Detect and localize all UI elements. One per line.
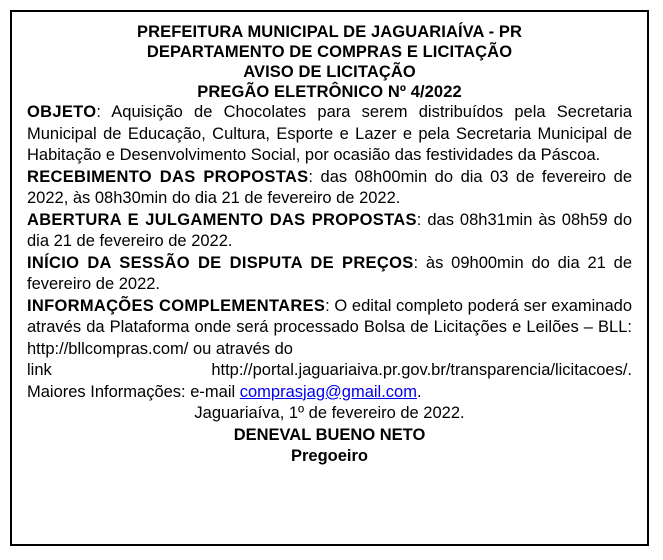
abertura-paragraph <box>27 210 632 253</box>
transparency-url: http://portal.jaguariaiva.pr.gov.br/transparencia/licitacoes/. <box>211 361 632 379</box>
municipality-title: PREFEITURA MUNICIPAL DE JAGUARIAÍVA - PR <box>136 23 523 41</box>
recebimento-text: : das 08h00min do dia 03 de fevereiro de 2022, às 08h30min do dia 21 de fevereiro de 2022. <box>27 167 632 207</box>
signer-name: DENEVAL BUENO NETO <box>233 425 426 444</box>
auction-number: PREGÃO ELETRÔNICO Nº 4/2022 <box>197 83 462 101</box>
recebimento-label: RECEBIMENTO DAS PROPOSTAS <box>27 167 309 186</box>
abertura-text: : das 08h31min às 08h59 do dia 21 de fevereiro de 2022. <box>27 210 632 250</box>
contact-suffix: . <box>416 382 422 401</box>
inicio-text: : às 09h00min do dia 21 de fevereiro de 2022. <box>27 253 632 293</box>
link-word: link <box>27 361 52 379</box>
abertura-label: ABERTURA E JULGAMENTO DAS PROPOSTAS <box>27 210 417 229</box>
objeto-paragraph <box>27 102 632 167</box>
objeto-text: : Aquisição de Chocolates para serem distribuídos pela Secretaria Municipal de Educação, Cultura, Esporte e Lazer e pela Secretaria Municipal de Habitação e Desenvolvimento Social, por ocasião das festividades da Páscoa. <box>27 103 632 164</box>
inicio-label: INÍCIO DA SESSÃO DE DISPUTA DE PREÇOS <box>27 253 414 272</box>
notice-header <box>27 22 632 102</box>
objeto-label: OBJETO <box>27 103 97 121</box>
place-date: Jaguariaíva, 1º de fevereiro de 2022. <box>194 404 465 422</box>
signer-role: Pregoeiro <box>290 447 369 465</box>
department-title: DEPARTAMENTO DE COMPRAS E LICITAÇÃO <box>146 43 513 61</box>
transparency-link-line <box>27 360 632 382</box>
inicio-paragraph <box>27 253 632 296</box>
email-link[interactable]: comprasjag@gmail.com <box>239 382 417 401</box>
informacoes-paragraph <box>27 296 632 361</box>
informacoes-label: INFORMAÇÕES COMPLEMENTARES <box>27 296 326 315</box>
informacoes-text: : O edital completo poderá ser examinado através da Plataforma onde será processado Bolsa de Licitações e Leilões – BLL: http://bllcompras.com/ ou através do <box>27 296 632 358</box>
notice-type: AVISO DE LICITAÇÃO <box>243 63 416 81</box>
recebimento-paragraph <box>27 167 632 210</box>
contact-prefix: Maiores Informações: e-mail <box>27 382 240 401</box>
bid-notice <box>10 10 649 546</box>
notice-body <box>27 102 632 468</box>
contact-line <box>27 382 632 404</box>
